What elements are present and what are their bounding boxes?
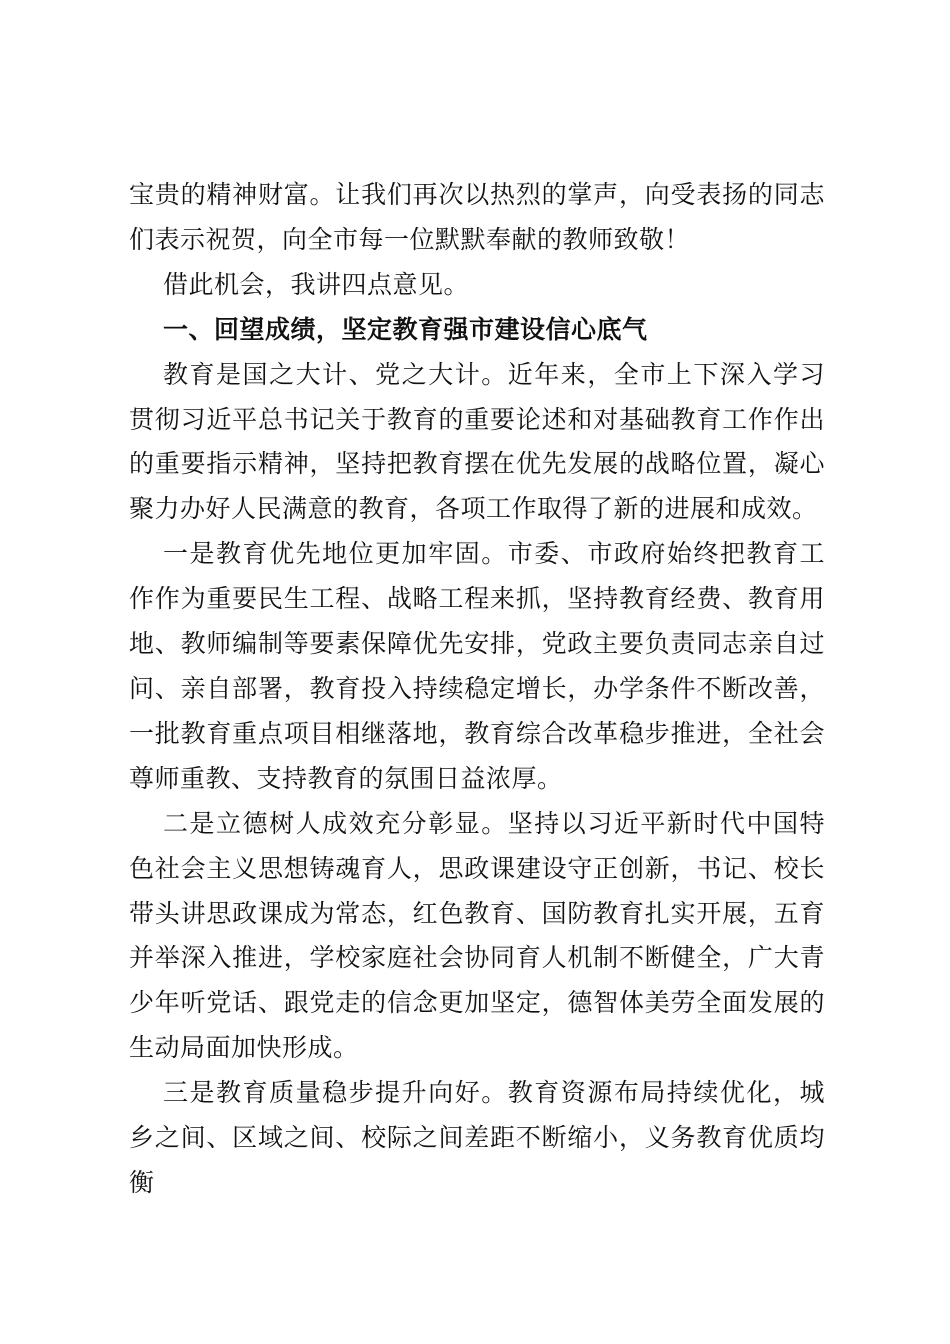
paragraph-point-one: 一是教育优先地位更加牢固。市委、市政府始终把教育工作作为重要民生工程、战略工程来抓，坚持教育经费、教育用地、教师编制等要素保障优先安排，党政主要负责同志亲自过问、亲自部署，教育投入持续稳定增长，办学条件不断改善，一批教育重点项目相继落地，教育综合改革稳步推进，全社会尊师重教、支持教育的氛围日益浓厚。	[129, 539, 825, 793]
section-heading: 一、回望成绩，坚定教育强市建设信心底气	[163, 314, 648, 344]
paragraph-overview: 教育是国之大计、党之大计。近年来，全市上下深入学习贯彻习近平总书记关于教育的重要论述和对基础教育工作作出的重要指示精神，坚持把教育摆在优先发展的战略位置，凝心聚力办好人民满意的教育，各项工作取得了新的进展和成效。	[129, 359, 825, 524]
paragraph-point-three: 三是教育质量稳步提升向好。教育资源布局持续优化，城乡之间、区域之间、校际之间差距不断缩小，义务教育优质均衡	[129, 1078, 825, 1197]
paragraph-point-two: 二是立德树人成效充分彰显。坚持以习近平新时代中国特色社会主义思想铸魂育人，思政课建设守正创新，书记、校长带头讲思政课成为常态，红色教育、国防教育扎实开展，五育并举深入推进，学校家庭社会协同育人机制不断健全，广大青少年听党话、跟党走的信念更加坚定，德智体美劳全面发展的生动局面加快形成。	[129, 808, 825, 1063]
paragraph-continuation: 宝贵的精神财富。让我们再次以热烈的掌声，向受表扬的同志们表示祝贺，向全市每一位默默奉献的教师致敬！	[129, 180, 825, 254]
paragraph-intro: 借此机会，我讲四点意见。	[163, 269, 470, 299]
document-body	[129, 173, 825, 1206]
